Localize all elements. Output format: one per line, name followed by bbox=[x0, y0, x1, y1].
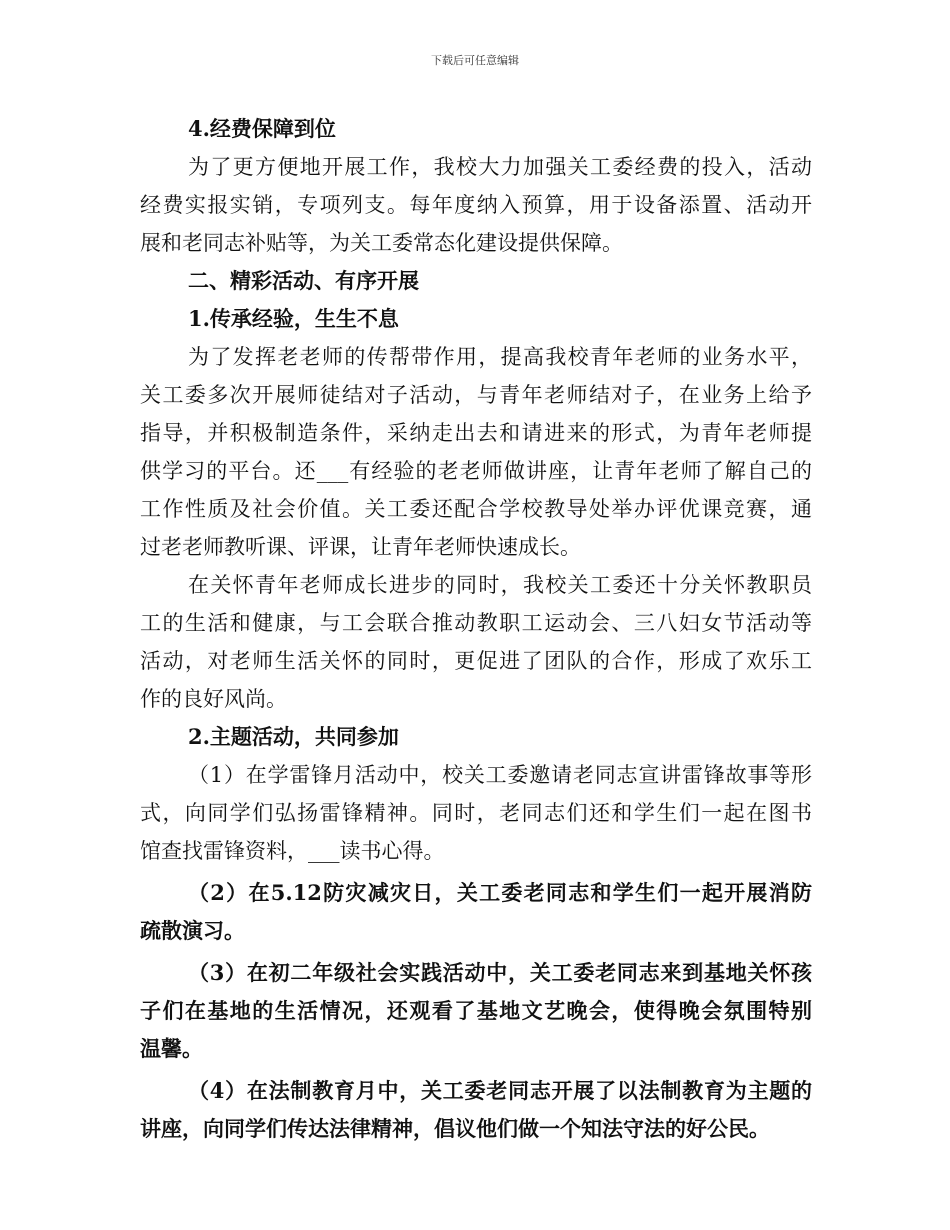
list-item-line: （1）在学雷锋月活动中，校关工委邀请老同志宣讲雷锋故事等形 bbox=[188, 763, 812, 787]
paragraph-line: 供学习的平台。还___有经验的老老师做讲座，让青年老师了解自己的 bbox=[140, 459, 812, 483]
list-item-line: 讲座，向同学们传达法律精神，倡议他们做一个知法守法的好公民。 bbox=[140, 1116, 770, 1141]
list-item-line: （2）在5.12防灾减灾日，关工委老同志和学生们一起开展消防 bbox=[188, 880, 812, 905]
paragraph-line: 指导，并积极制造条件，采纳走出去和请进来的形式，为青年老师提 bbox=[140, 421, 812, 445]
list-item-line: （4）在法制教育月中，关工委老同志开展了以法制教育为主题的 bbox=[188, 1078, 812, 1103]
paragraph-line: 过老老师教听课、评课，让青年老师快速成长。 bbox=[140, 535, 581, 559]
list-item-line: 疏散演习。 bbox=[140, 918, 245, 943]
subsection-heading-theme-activities: 2.主题活动，共同参加 bbox=[188, 724, 399, 749]
page-header-note: 下载后可任意编辑 bbox=[431, 54, 519, 67]
list-item-line: 馆查找雷锋资料，___读书心得。 bbox=[140, 839, 445, 863]
list-item-line: 温馨。 bbox=[140, 1036, 203, 1061]
paragraph-line: 关工委多次开展师徒结对子活动，与青年老师结对子，在业务上给予 bbox=[140, 383, 812, 407]
document-body bbox=[140, 110, 812, 1148]
list-item-line: （3）在初二年级社会实践活动中，关工委老同志来到基地关怀孩 bbox=[188, 960, 812, 985]
paragraph-line: 为了发挥老老师的传帮带作用，提高我校青年老师的业务水平， bbox=[188, 345, 812, 369]
paragraph-line: 在关怀青年老师成长进步的同时，我校关工委还十分关怀教职员 bbox=[188, 573, 812, 597]
list-item-line: 式，向同学们弘扬雷锋精神。同时，老同志们还和学生们一起在图书 bbox=[140, 801, 812, 825]
paragraph-line: 展和老同志补贴等，为关工委常态化建设提供保障。 bbox=[140, 231, 623, 255]
paragraph-line: 工作性质及社会价值。关工委还配合学校教导处举办评优课竞赛，通 bbox=[140, 497, 812, 521]
paragraph-line: 工的生活和健康，与工会联合推动教职工运动会、三八妇女节活动等 bbox=[140, 611, 812, 635]
section-heading-funding: 4.经费保障到位 bbox=[188, 116, 336, 141]
section-heading-activities: 二、精彩活动、有序开展 bbox=[188, 268, 419, 293]
paragraph-line: 为了更方便地开展工作，我校大力加强关工委经费的投入，活动 bbox=[188, 155, 812, 179]
list-item-line: 子们在基地的生活情况，还观看了基地文艺晚会，使得晚会氛围特别 bbox=[140, 998, 812, 1023]
paragraph-line: 活动，对老师生活关怀的同时，更促进了团队的合作，形成了欢乐工 bbox=[140, 649, 812, 673]
paragraph-line: 经费实报实销，专项列支。每年度纳入预算，用于设备添置、活动开 bbox=[140, 193, 812, 217]
subsection-heading-inherit-experience: 1.传承经验，生生不息 bbox=[188, 306, 399, 331]
paragraph-line: 作的良好风尚。 bbox=[140, 687, 287, 711]
